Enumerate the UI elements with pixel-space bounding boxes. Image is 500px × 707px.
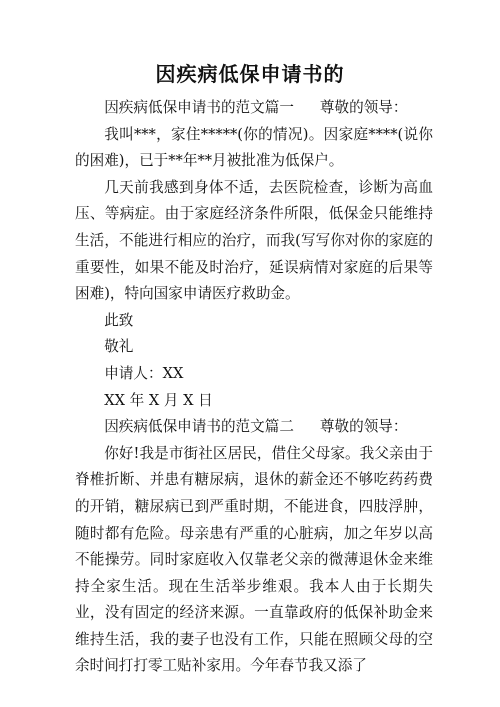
paragraph-section-heading-2 [75, 414, 433, 441]
document-title: 因疾病低保申请书的 [155, 62, 345, 86]
section-heading-label: 因疾病低保申请书的范文篇一 [104, 99, 294, 116]
document-body [75, 95, 433, 680]
paragraph-request: 几天前我感到身体不适，去医院检查，诊断为高血压、等病症。由于家庭经济条件所限，低保金只能维持生活，不能进行相应的治疗，而我(写写你对你的家庭的重要性，如果不能及时治疗，延误病情对家庭的后果等困难)，特向国家申请医疗救助金。 [75, 178, 433, 303]
salutation: 尊敬的领导： [319, 418, 408, 436]
paragraph-section-heading-1 [75, 95, 433, 122]
paragraph-intro: 我叫***，家住*****(你的情况)。因家庭****(说你的困难)，已于**年**月被批准为低保户。 [75, 125, 433, 170]
date-line: XX 年 X 月 X 日 [104, 391, 213, 409]
paragraph-body-2: 你好!我是市街社区居民，借住父母家。我父亲由于脊椎折断、并患有糖尿病，退休的薪金还不够吃药药费的开销，糖尿病已到严重时期，不能进食，四肢浮肿，随时都有危险。母亲患有严重的心脏病，加之年岁以高不能操劳。同时家庭收入仅靠老父亲的微薄退休金来维持全家生活。现在生活举步维艰。我本人由于长期失业，没有固定的经济来源。一直靠政府的低保补助金来维持生活，我的妻子也没有工作，只能在照顾父母的空余时间打打零工贴补家用。今年春节我又添了 [75, 444, 433, 675]
closing-line-1: 此致 [104, 311, 134, 329]
applicant-line: 申请人：XX [104, 364, 184, 382]
section-heading-label: 因疾病低保申请书的范文篇二 [104, 418, 294, 436]
salutation: 尊敬的领导： [319, 99, 408, 116]
closing-line-2: 敬礼 [104, 338, 134, 356]
